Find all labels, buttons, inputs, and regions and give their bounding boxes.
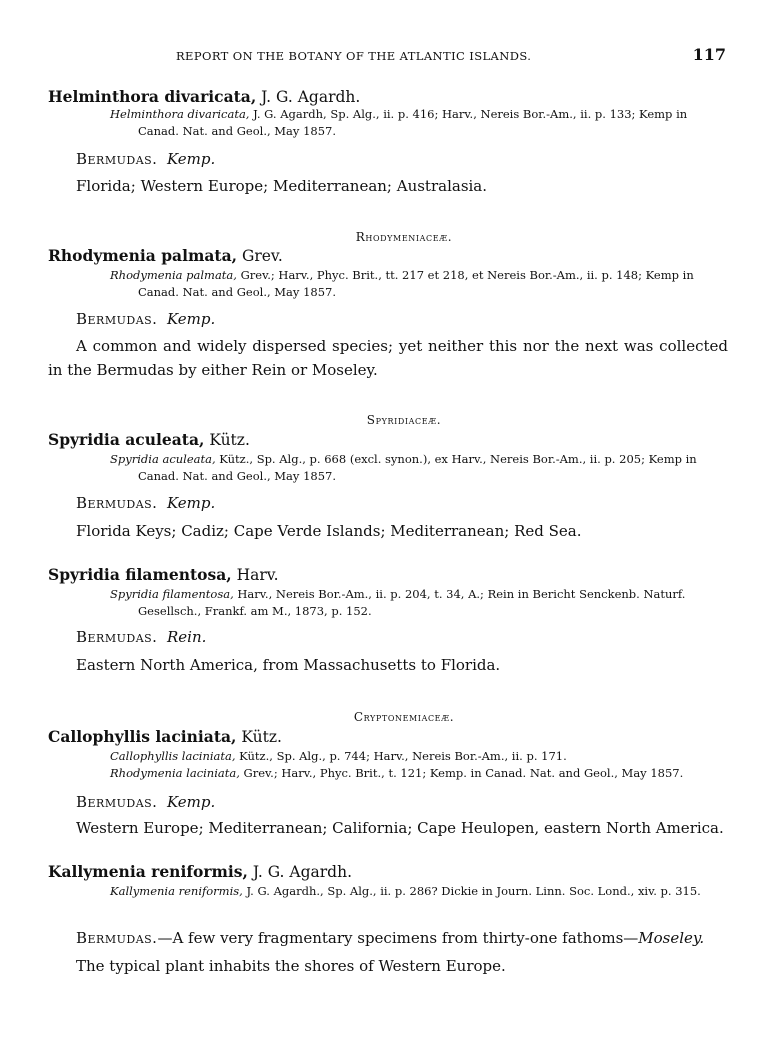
locality [76,150,215,168]
locality [76,793,215,811]
species-binomial: Spyridia aculeata, [48,430,205,449]
page-number: 117 [692,45,726,64]
distribution: Eastern North America, from Massachusetts to Florida. [76,656,501,674]
species-binomial: Callophyllis laciniata, [48,727,237,746]
species-binomial: Rhodymenia palmata, [48,246,238,265]
locality-label: Bermudas. [76,150,158,168]
citation-synonym [110,765,750,782]
locality-collector: Kemp. [166,793,216,811]
citation-text: Kütz., Sp. Alg., p. 668 (excl. synon.), ex Harv., Nereis Bor.-Am., ii. p. 205; Kemp in Canad. Nat. and Geol., May 1857. [138,452,697,483]
locality-label: Bermudas. [76,929,158,947]
citation-text: Grev.; Harv., Phyc. Brit., tt. 217 et 218, et Nereis Bor.-Am., ii. p. 148; Kemp in Canad. Nat. and Geol., May 1857. [138,268,694,299]
species-authority: Kütz. [236,728,282,746]
species-name [48,727,282,746]
citation-text: Harv., Nereis Bor.-Am., ii. p. 204, t. 34, A.; Rein in Bericht Senckenb. Naturf. Gesellsch., Frankf. am M., 1873, p. 152. [138,587,686,618]
citation [110,106,728,140]
species-name [48,87,360,106]
locality [76,628,206,646]
species-binomial: Spyridia filamentosa, [48,565,232,584]
species-authority: J. G. Agardh. [247,863,353,881]
citation-species: Rhodymenia laciniata, [110,766,240,780]
locality [76,494,215,512]
locality-label: Bermudas. [76,793,158,811]
citation [110,451,728,485]
citation-species: Helminthora divaricata, [110,107,250,121]
species-binomial: Helminthora divaricata, [48,87,257,106]
species-name [48,246,283,265]
citation-text: J. G. Agardh., Sp. Alg., ii. p. 286? Dickie in Journ. Linn. Soc. Lond., xiv. p. 315. [242,884,701,898]
locality-collector: Kemp. [166,310,216,328]
species-authority: Harv. [231,566,279,584]
citation-species: Spyridia filamentosa, [110,587,234,601]
locality-text: —A few very fragmentary specimens from thirty-one fathoms— [157,929,639,947]
distribution: The typical plant inhabits the shores of Western Europe. [76,957,506,975]
citation [110,267,728,301]
citation-species: Kallymenia reniformis, [110,884,243,898]
citation-species: Callophyllis laciniata, [110,749,236,763]
species-authority: Kütz. [204,431,250,449]
family-heading: Spyridiaceæ. [366,413,442,427]
page-header [48,45,728,65]
note-paragraph: A common and widely dispersed species; yet neither this nor the next was collected in the Bermudas by either Rein or Moseley. [48,337,728,379]
locality-collector: Kemp. [166,150,216,168]
locality-collector: Moseley. [638,929,705,947]
citation-species: Spyridia aculeata, [110,452,216,466]
citation [110,748,750,765]
distribution: Western Europe; Mediterranean; California; Cape Heulopen, eastern North America. [76,819,724,837]
locality-label: Bermudas. [76,628,158,646]
locality [76,310,215,328]
family-heading: Cryptonemiaceæ. [353,710,455,724]
citation-species: Rhodymenia palmata, [110,268,237,282]
locality-collector: Rein. [166,628,207,646]
running-title: REPORT ON THE BOTANY OF THE ATLANTIC ISLANDS. [176,49,532,63]
species-name [48,565,279,584]
citation-text: J. G. Agardh, Sp. Alg., ii. p. 416; Harv., Nereis Bor.-Am., ii. p. 133; Kemp in Canad. Nat. and Geol., May 1857. [138,107,688,138]
locality [76,929,704,947]
locality-label: Bermudas. [76,494,158,512]
family-heading: Rhodymeniaceæ. [355,230,453,244]
citation [110,883,728,900]
distribution: Florida; Western Europe; Mediterranean; Australasia. [76,177,488,195]
citation [110,586,728,620]
species-authority: J. G. Agardh. [256,88,361,106]
species-binomial: Kallymenia reniformis, [48,862,248,881]
locality-collector: Kemp. [166,494,216,512]
citation-text: Grev.; Harv., Phyc. Brit., t. 121; Kemp. in Canad. Nat. and Geol., May 1857. [239,766,684,780]
citation-text: Kütz., Sp. Alg., p. 744; Harv., Nereis Bor.-Am., ii. p. 171. [235,749,567,763]
locality-label: Bermudas. [76,310,158,328]
species-authority: Grev. [237,247,283,265]
distribution: Florida Keys; Cadiz; Cape Verde Islands; Mediterranean; Red Sea. [76,522,582,540]
species-name [48,862,352,881]
species-name [48,430,250,449]
